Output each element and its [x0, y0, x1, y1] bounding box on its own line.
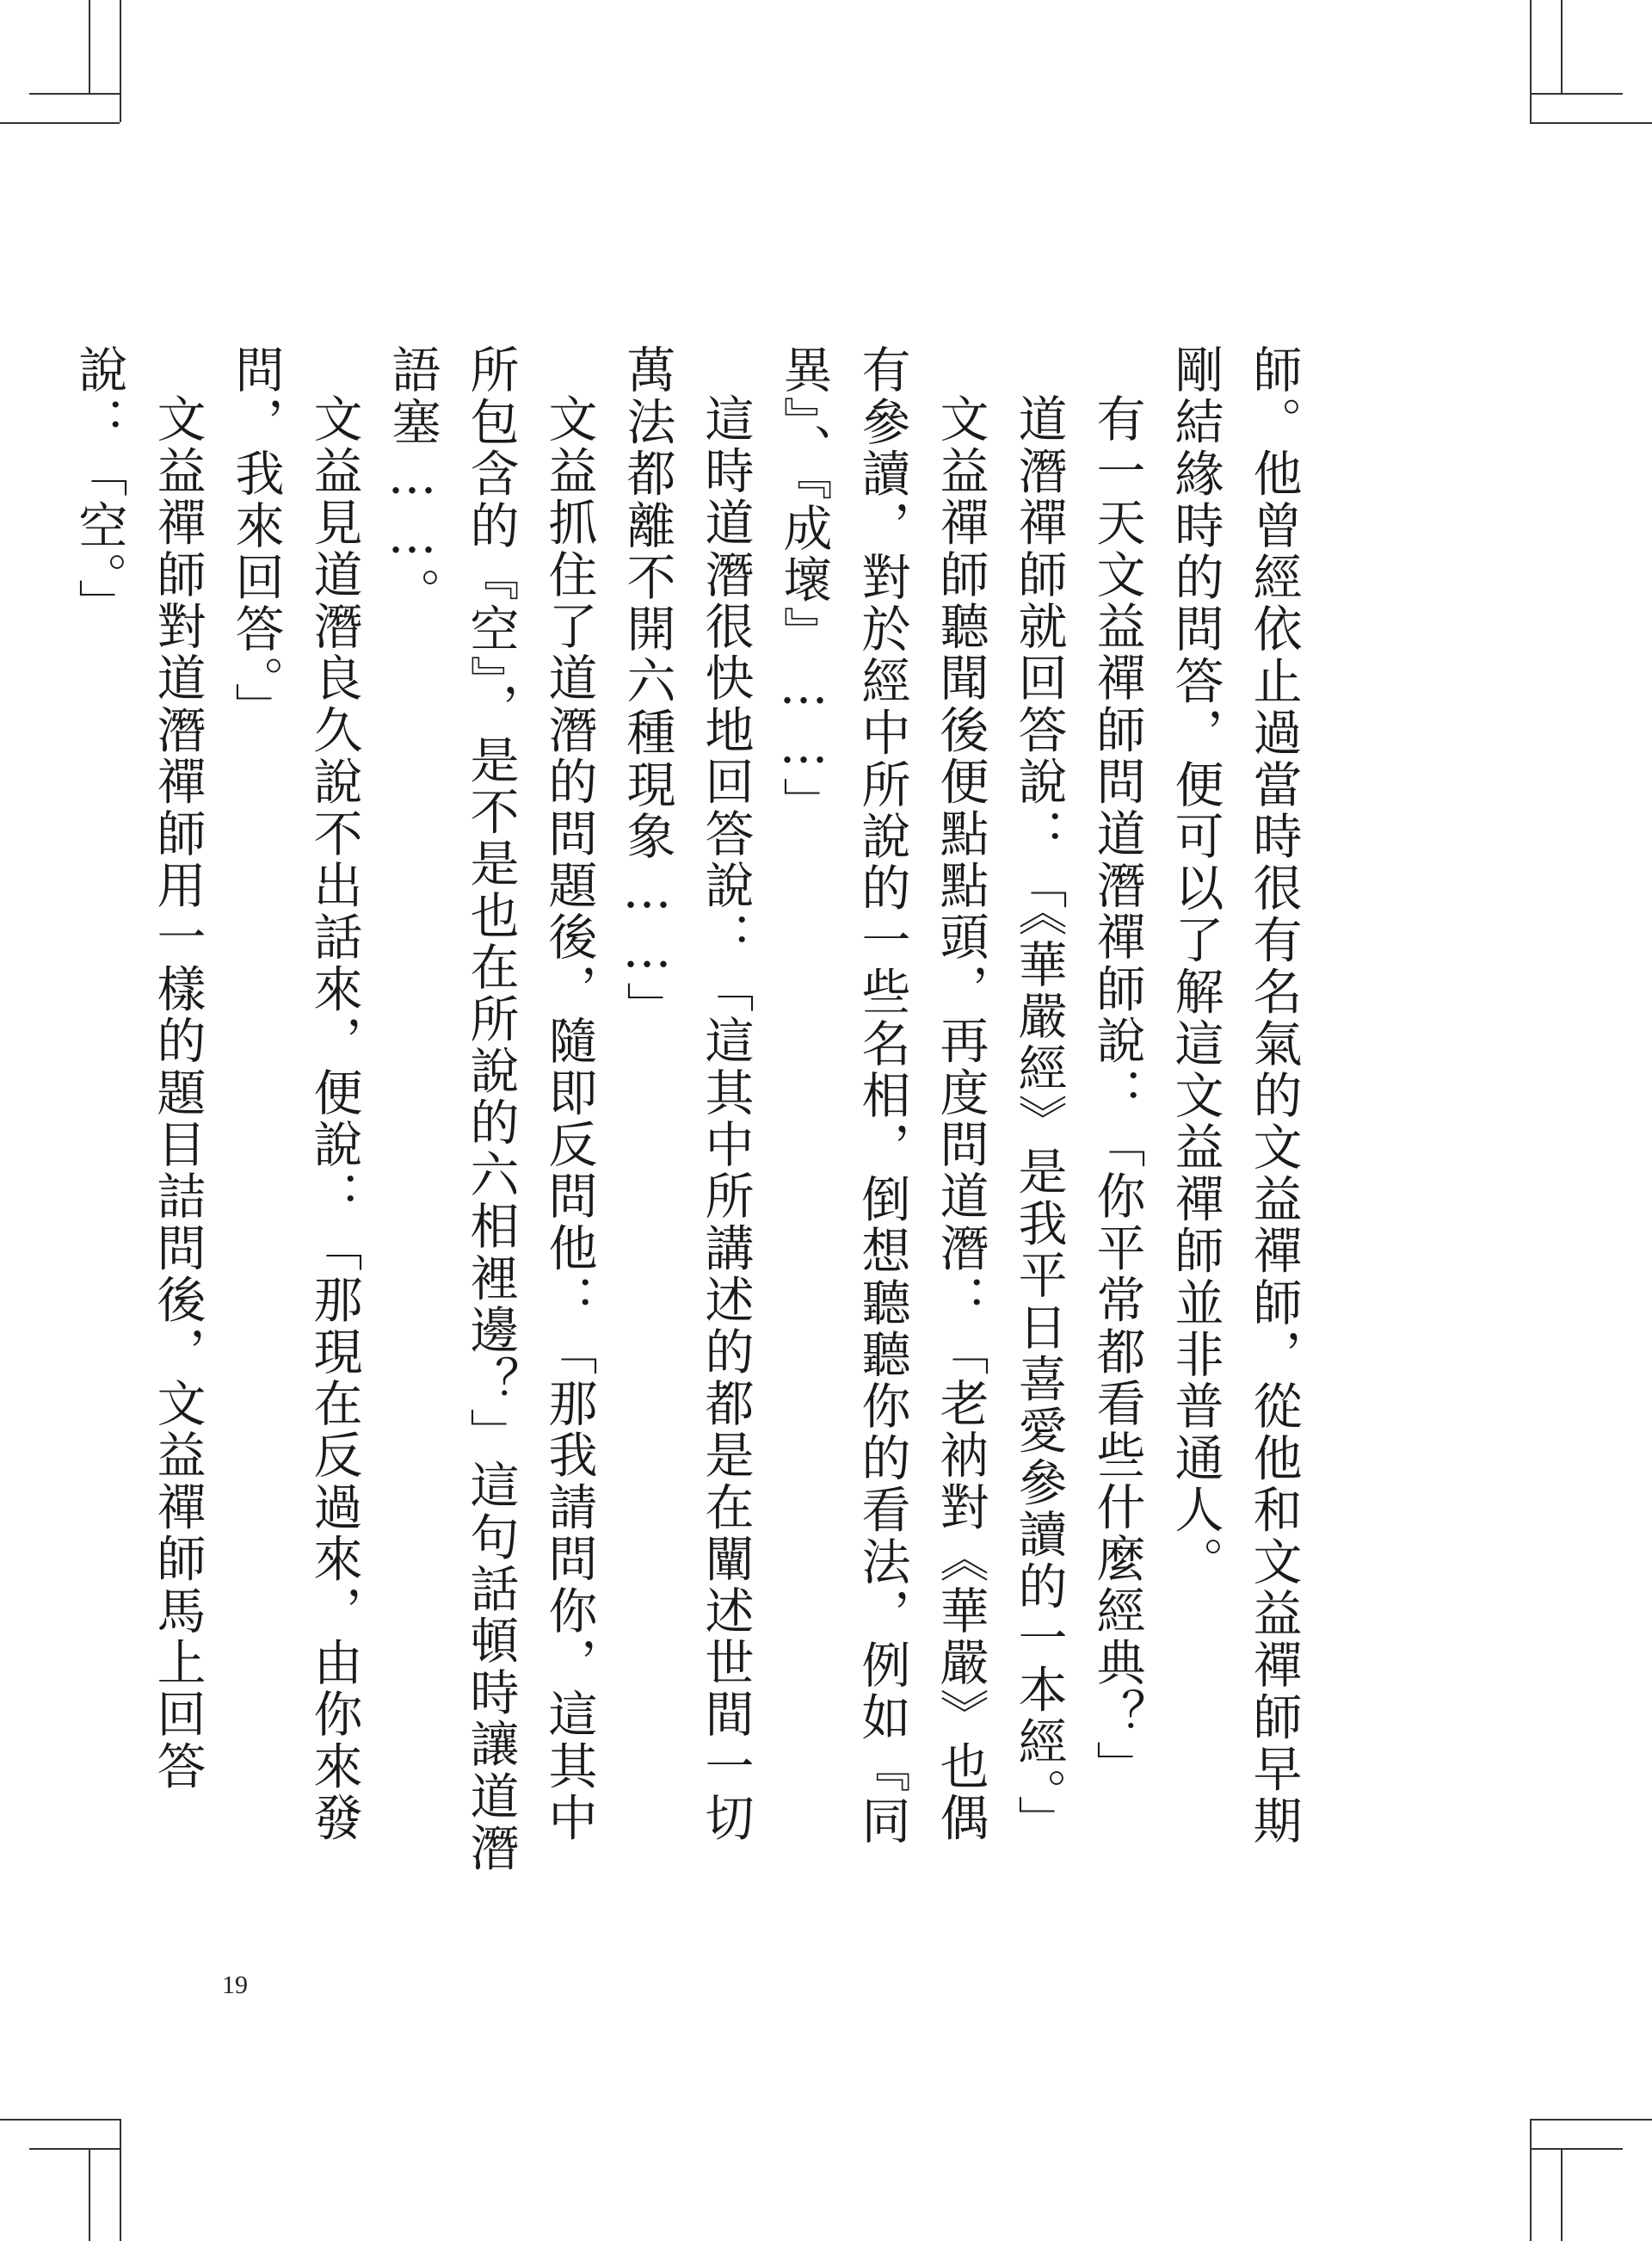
paragraph-8: 文益禪師對道潛禪師用一樣的題目詰問後，文益禪師馬上回答說：「空。」 [71, 344, 206, 1793]
crop-mark-top-left-horizontal-inner [0, 122, 120, 124]
crop-mark-top-left-horizontal [29, 93, 121, 95]
crop-mark-bottom-right-horizontal-inner [1530, 2119, 1652, 2121]
paragraph-3: 道潛禪師就回答說：「《華嚴經》是我平日喜愛參讀的一本經。」 [1010, 393, 1067, 1847]
paragraph-7: 文益見道潛良久說不出話來，便說：「那現在反過來，由你來發問，我來回答。」 [227, 344, 362, 1844]
crop-mark-top-left-vertical-inner [89, 0, 90, 93]
crop-mark-bottom-right-vertical-inner [1561, 2148, 1563, 2241]
paragraph-5: 這時道潛很快地回答說：「這其中所講述的都是在闡述世間一切萬法都離不開六種現象……」 [619, 344, 754, 1844]
crop-mark-bottom-left-horizontal [29, 2148, 121, 2150]
paragraph-2: 有一天文益禪師問道潛禪師說：「你平常都看些什麼經典？」 [1088, 393, 1145, 1793]
crop-mark-top-right-vertical-inner [1561, 0, 1563, 93]
crop-mark-bottom-right-vertical [1530, 2119, 1532, 2241]
crop-mark-bottom-left-vertical-inner [89, 2148, 90, 2241]
crop-mark-top-right-horizontal-inner [1530, 122, 1652, 124]
crop-mark-top-left-vertical [120, 0, 121, 122]
crop-mark-bottom-left-vertical [120, 2119, 121, 2241]
crop-mark-top-right-horizontal [1530, 93, 1623, 95]
crop-mark-bottom-right-horizontal [1530, 2148, 1623, 2150]
paragraph-6: 文益抓住了道潛的問題後，隨即反問他：「那我請問你，這其中所包含的『空』，是不是也在所說的六相裡邊？」這句話頓時讓道潛語塞……。 [384, 344, 597, 1874]
page-number: 19 [222, 1971, 248, 1999]
body-text [59, 344, 1312, 1893]
paragraph-1: 師。他曾經依止過當時很有名氣的文益禪師，從他和文益禪師早期剛結緣時的問答，便可以了解這文益禪師並非普通人。 [1167, 344, 1302, 1847]
paragraph-4: 文益禪師聽聞後便點點頭，再度問道潛：「老衲對《華嚴》也偶有參讀，對於經中所說的一些名相，倒想聽聽你的看法，例如『同異』、『成壞』……」 [775, 344, 989, 1847]
crop-mark-bottom-left-horizontal-inner [0, 2119, 120, 2121]
crop-mark-top-right-vertical [1530, 0, 1532, 122]
